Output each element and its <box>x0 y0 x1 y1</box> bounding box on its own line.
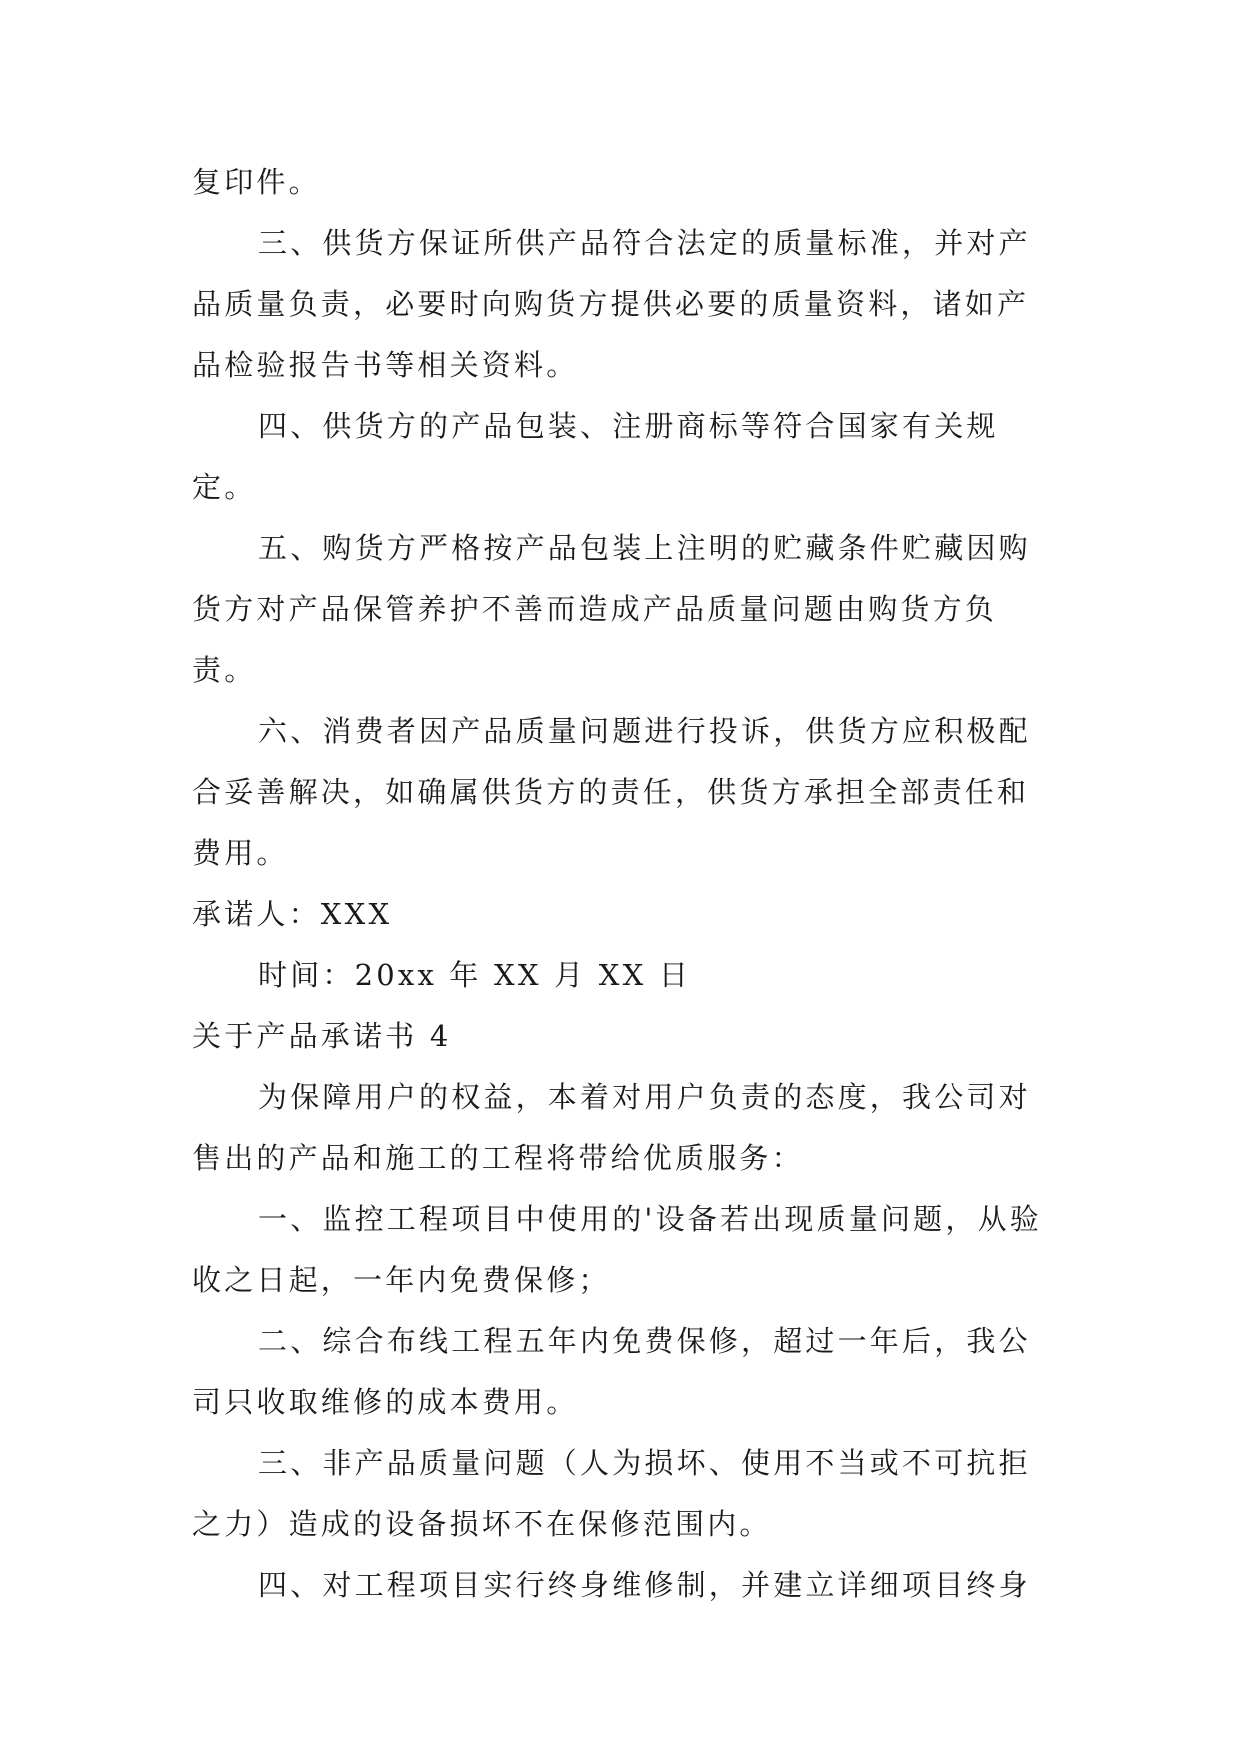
paragraph-clause-4: 四、供货方的产品包装、注册商标等符合国家有关规定。 <box>192 409 999 504</box>
paragraph-item-4: 四、对工程项目实行终身维修制，并建立详细项目终身 <box>258 1568 1031 1602</box>
paragraph-item-2: 二、综合布线工程五年内免费保修，超过一年后，我公司只收取维修的成本费用。 <box>192 1324 1031 1419</box>
date-line: 时间：20xx 年 XX 月 XX 日 <box>258 958 692 992</box>
paragraph-continuation: 复印件。 <box>192 165 321 199</box>
paragraph-clause-3: 三、供货方保证所供产品符合法定的质量标准，并对产品质量负责，必要时向购货方提供必要的质量资料，诸如产品检验报告书等相关资料。 <box>192 226 1031 382</box>
paragraph-clause-5: 五、购货方严格按产品包装上注明的贮藏条件贮藏因购货方对产品保管养护不善而造成产品质量问题由购货方负责。 <box>192 531 1031 687</box>
document-body <box>192 152 1052 1616</box>
paragraph-item-3: 三、非产品质量问题（人为损坏、使用不当或不可抗拒之力）造成的设备损坏不在保修范围内。 <box>192 1446 1031 1541</box>
signatory-line: 承诺人：XXX <box>192 897 393 931</box>
paragraph-intro: 为保障用户的权益，本着对用户负责的态度，我公司对售出的产品和施工的工程将带给优质服务： <box>192 1080 1031 1175</box>
paragraph-clause-6: 六、消费者因产品质量问题进行投诉，供货方应积极配合妥善解决，如确属供货方的责任，供货方承担全部责任和费用。 <box>192 714 1031 870</box>
paragraph-item-1: 一、监控工程项目中使用的'设备若出现质量问题，从验收之日起，一年内免费保修； <box>192 1202 1042 1297</box>
section-title: 关于产品承诺书 4 <box>192 1019 452 1053</box>
